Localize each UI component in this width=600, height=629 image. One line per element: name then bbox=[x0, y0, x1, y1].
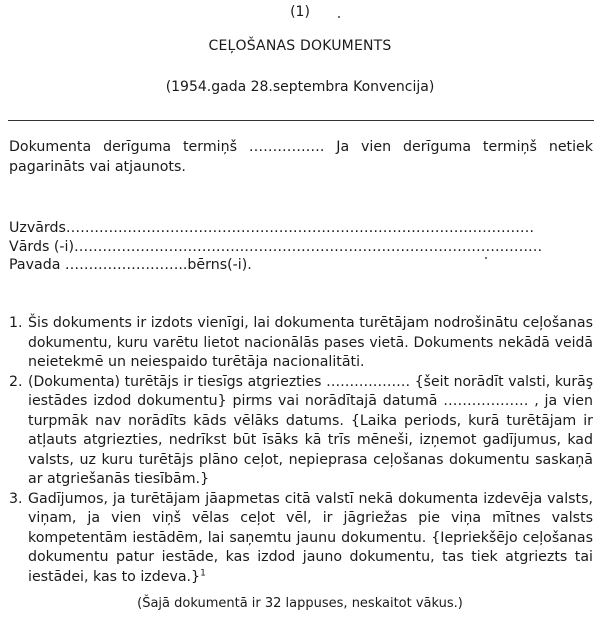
item-number: 3. bbox=[9, 490, 23, 507]
accompanied-field: Pavada ……………………..bērns(-i). bbox=[9, 257, 252, 273]
item-line: atļauts atgriezties, nedrīkst būt īsāks kā trīs mēneši, izņemot gadījumus, kad bbox=[28, 432, 593, 448]
item-line: dokumentu patur iestāde, kas izdod jauno dokumentu, tas tiek atgriezts tai bbox=[28, 549, 593, 565]
item-line-text: iestādei, kas to izdeva.} bbox=[28, 568, 201, 585]
list-item bbox=[9, 373, 593, 490]
scan-speck bbox=[485, 257, 487, 259]
footnote-marker: 1 bbox=[200, 567, 206, 578]
validity-line: pagarināts vai atjaunots. bbox=[9, 158, 186, 175]
item-number: 1. bbox=[9, 315, 23, 331]
name-field: Vārds (-i)……………………………………………………………………………………… bbox=[9, 238, 543, 255]
document-title: CEĻOŠANAS DOKUMENTS bbox=[208, 38, 392, 54]
document-subtitle: (1954.gada 28.septembra Konvencija) bbox=[165, 79, 435, 95]
validity-line: Dokumenta derīguma termiņš ……………. Ja vien derīguma termiņš netiek bbox=[9, 139, 593, 155]
item-line: ar atgriešanās tiesībām.} bbox=[28, 471, 210, 487]
item-line: (Dokumenta) turētājs ir tiesīgs atgriezties ……………… {šeit norādīt valsti, kurāş bbox=[28, 373, 593, 390]
item-line: kompetentām iestādēm, lai saņemtu jaunu dokumentu. {Iepriekšējo ceļošanas bbox=[28, 529, 593, 546]
item-line: valsts, uz kuru turētājs plāno ceļot, nepieprasa ceļošanas dokumentu saskaņā bbox=[28, 451, 593, 468]
numbered-items bbox=[9, 314, 593, 587]
validity-section bbox=[9, 138, 593, 177]
list-item bbox=[9, 490, 593, 588]
item-line: dokumentu, kuru varētu lietot nacionālās pases vietā. Dokuments nekādā veidā bbox=[28, 334, 593, 351]
item-line: turpmāk nav norādīts kāds vēlāks datums. {Laika periods, kurā turētājam ir bbox=[28, 412, 593, 429]
page-count-note: (Šajā dokumentā ir 32 lappuses, neskaitot vākus.) bbox=[137, 596, 463, 611]
surname-field: Uzvārds……………………………………………………………………………………… bbox=[9, 220, 535, 236]
scan-speck bbox=[338, 16, 340, 18]
list-item bbox=[9, 314, 593, 373]
item-line: viņam, ja vien viņš vēlas ceļot vēl, ir jāgriežas pie viņa mītnes valsts bbox=[28, 510, 593, 526]
item-line: Šis dokuments ir izdots vienīgi, lai dokumenta turētājam nodrošinātu ceļošanas bbox=[28, 315, 593, 331]
item-line bbox=[28, 568, 593, 588]
holder-fields bbox=[9, 219, 593, 275]
item-line: Gadījumos, ja turētājam jāapmetas citā valstī nekā dokumenta izdevēja valsts, bbox=[28, 490, 593, 507]
horizontal-rule bbox=[8, 120, 594, 121]
page-number: (1) bbox=[290, 4, 310, 20]
item-number: 2. bbox=[9, 373, 23, 390]
item-line: iestādes izdod dokumentu} pirms vai norādītajā datumā ……………… , ja vien bbox=[28, 393, 593, 409]
item-line: neietekmē un neiespaido turētāja nacionalitāti. bbox=[28, 354, 365, 370]
